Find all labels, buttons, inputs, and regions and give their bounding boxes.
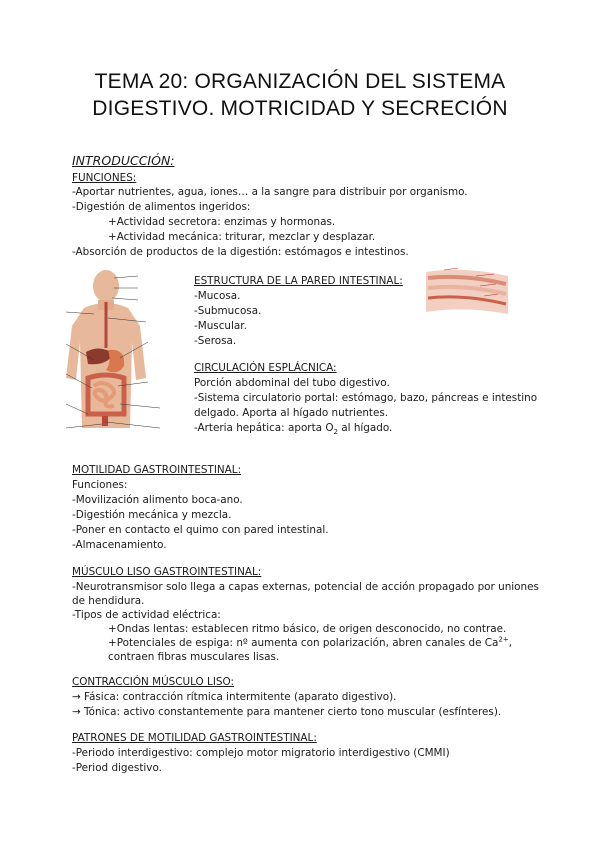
calcium-superscript: 2+ [498, 635, 509, 644]
contraccion-line: → Fásica: contracción rítmica intermitente (aparato digestivo). [72, 691, 397, 703]
musculo-heading: MÚSCULO LISO GASTROINTESTINAL: [72, 566, 262, 578]
patrones-line: -Period digestivo. [72, 762, 162, 774]
intro-line: +Actividad mecánica: triturar, mezclar y desplazar. [108, 231, 376, 243]
circulacion-line: delgado. Aporta al hígado nutrientes. [194, 407, 389, 419]
motilidad-line: -Almacenamiento. [72, 539, 167, 551]
arteria-suffix: al hígado. [337, 422, 393, 434]
contraccion-heading: CONTRACCIÓN MÚSCULO LISO: [72, 676, 234, 688]
espiga-suffix: , [508, 637, 513, 649]
musculo-line: de hendidura. [72, 595, 145, 607]
digestive-system-anatomy-image [22, 268, 188, 440]
circulacion-line: -Sistema circulatorio portal: estómago, bazo, páncreas e intestino [194, 392, 538, 404]
motilidad-line: -Movilización alimento boca-ano. [72, 494, 243, 506]
circulacion-heading: CIRCULACIÓN ESPLÁCNICA: [194, 362, 337, 374]
intestinal-wall-cross-section-image [424, 266, 510, 316]
motilidad-line: -Poner en contacto el quimo con pared intestinal. [72, 524, 329, 536]
page-title-line-1: TEMA 20: ORGANIZACIÓN DEL SISTEMA [94, 70, 506, 93]
espiga-line [108, 636, 512, 650]
intro-line: -Aportar nutrientes, agua, iones… a la sangre para distribuir por organismo. [72, 186, 468, 198]
pared-heading: ESTRUCTURA DE LA PARED INTESTINAL: [194, 275, 403, 287]
page-title [0, 68, 600, 122]
intro-line: -Digestión de alimentos ingeridos: [72, 201, 251, 213]
motilidad-line: -Digestión mecánica y mezcla. [72, 509, 232, 521]
funciones-heading: FUNCIONES: [72, 172, 137, 184]
pared-item: -Submucosa. [194, 305, 262, 317]
pared-item: -Mucosa. [194, 290, 241, 302]
musculo-line: +Ondas lentas: establecen ritmo básico, de origen desconocido, no contrae. [108, 623, 507, 635]
musculo-line: -Tipos de actividad eléctrica: [72, 609, 221, 621]
oxygen-subscript: 2 [333, 428, 338, 437]
espiga-prefix: +Potenciales de espiga: nº aumenta con polarización, abren canales de Ca [108, 637, 499, 649]
arteria-hepatica-line [194, 421, 392, 435]
patrones-line: -Periodo interdigestivo: complejo motor migratorio interdigestivo (CMMI) [72, 747, 450, 759]
arteria-prefix: -Arteria hepática: aporta O [194, 422, 334, 434]
circulacion-line: Porción abdominal del tubo digestivo. [194, 377, 390, 389]
intro-heading: INTRODUCCIÓN: [72, 153, 175, 168]
contraccion-line: → Tónica: activo constantemente para mantener cierto tono muscular (esfínteres). [72, 706, 502, 718]
musculo-line: -Neurotransmisor solo llega a capas externas, potencial de acción propagado por uniones [72, 581, 539, 593]
musculo-line: contraen fibras musculares lisas. [108, 651, 280, 663]
intestinal-wall-figure [424, 266, 510, 316]
intro-line: -Absorción de productos de la digestión: estómagos e intestinos. [72, 246, 409, 258]
digestive-system-figure [22, 268, 188, 440]
intro-line: +Actividad secretora: enzimas y hormonas. [108, 216, 336, 228]
page-title-line-2: DIGESTIVO. MOTRICIDAD Y SECRECIÓN [92, 97, 508, 120]
patrones-heading: PATRONES DE MOTILIDAD GASTROINTESTINAL: [72, 732, 317, 744]
pared-item: -Serosa. [194, 335, 237, 347]
motilidad-line: Funciones: [72, 479, 128, 491]
motilidad-heading: MOTILIDAD GASTROINTESTINAL: [72, 464, 242, 476]
pared-item: -Muscular. [194, 320, 247, 332]
